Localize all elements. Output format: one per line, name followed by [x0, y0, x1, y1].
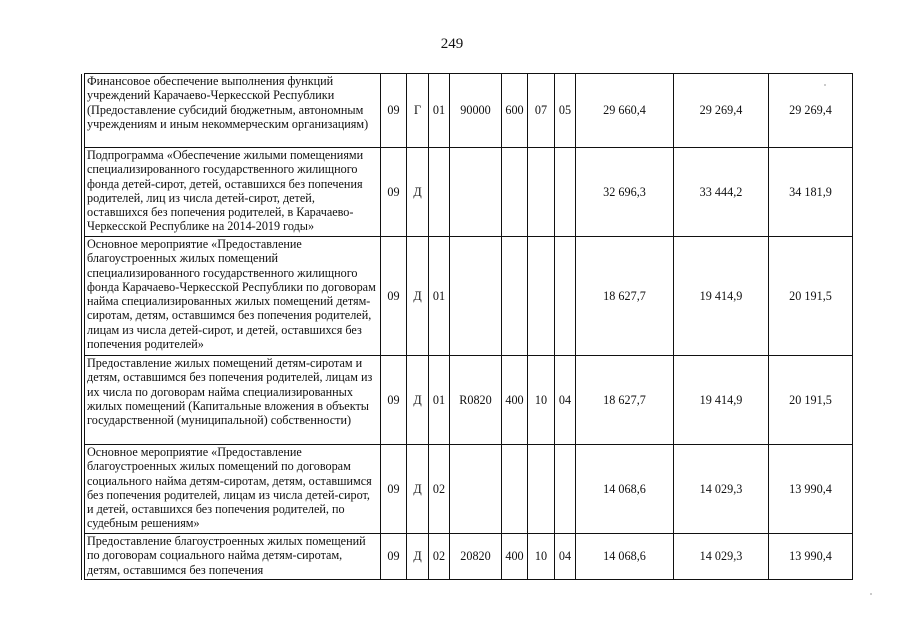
code-cell: 90000 — [450, 74, 502, 148]
amount-cell: 13 990,4 — [769, 445, 853, 534]
code-cell — [502, 237, 528, 356]
code-cell: Д — [407, 534, 429, 580]
code-cell: 09 — [381, 148, 407, 237]
table-row — [82, 237, 853, 356]
code-cell — [450, 445, 502, 534]
item-name: Финансовое обеспечение выполнения функций учреждений Карачаево-Черкесской Республики (Предоставление субсидий бюджетным, автономным учреждениям и иным некоммерческим организациям) — [85, 74, 381, 148]
code-cell — [528, 148, 555, 237]
item-name: Предоставление жилых помещений детям-сиротам и детям, оставшимся без попечения родителей, лицам из их числа по договорам найма специализированных жилых помещений (Капитальные вложения в объекты государственной (муниципальной) собственности) — [85, 356, 381, 445]
item-name: Подпрограмма «Обеспечение жилыми помещениями специализированного государственного жилищного фонда детей-сирот, детей, оставшихся без попечения родителей, лиц из числа детей-сирот, детей, оставшихся без попечения родителей, в Карачаево-Черкесской Республике на 2014-2019 годы» — [85, 148, 381, 237]
amount-cell: 19 414,9 — [674, 237, 769, 356]
code-cell — [528, 237, 555, 356]
table-row — [82, 356, 853, 445]
code-cell — [450, 148, 502, 237]
table-row — [82, 445, 853, 534]
amount-cell: 13 990,4 — [769, 534, 853, 580]
code-cell: 04 — [555, 356, 576, 445]
table-row — [82, 534, 853, 580]
scan-speck — [870, 593, 872, 595]
amount-cell: 29 660,4 — [576, 74, 674, 148]
code-cell: 01 — [429, 74, 450, 148]
code-cell: 600 — [502, 74, 528, 148]
code-cell: 02 — [429, 534, 450, 580]
amount-cell: 29 269,4 — [674, 74, 769, 148]
code-cell: 09 — [381, 74, 407, 148]
code-cell — [555, 445, 576, 534]
amount-cell: 34 181,9 — [769, 148, 853, 237]
code-cell: 04 — [555, 534, 576, 580]
code-cell — [502, 148, 528, 237]
amount-cell: 32 696,3 — [576, 148, 674, 237]
item-name: Предоставление благоустроенных жилых помещений по договорам социального найма детям-сиротам, детям, оставшимся без попечения — [85, 534, 381, 580]
code-cell: 400 — [502, 356, 528, 445]
amount-cell: 20 191,5 — [769, 356, 853, 445]
page-number: 249 — [440, 36, 464, 52]
budget-table — [81, 73, 853, 580]
code-cell: 10 — [528, 534, 555, 580]
code-cell — [555, 148, 576, 237]
code-cell: 09 — [381, 445, 407, 534]
code-cell: 09 — [381, 237, 407, 356]
amount-cell: 20 191,5 — [769, 237, 853, 356]
scan-speck — [824, 84, 826, 86]
amount-cell: 18 627,7 — [576, 237, 674, 356]
code-cell — [555, 237, 576, 356]
code-cell: 07 — [528, 74, 555, 148]
amount-cell: 14 068,6 — [576, 534, 674, 580]
item-name: Основное мероприятие «Предоставление благоустроенных жилых помещений по договорам социального найма детям-сиротам, детям, оставшимся без попечения родителей, лицам из числа детей-сирот, и детей, оставшихся без попечения родителей, по судебным решениям» — [85, 445, 381, 534]
amount-cell: 14 029,3 — [674, 445, 769, 534]
amount-cell: 29 269,4 — [769, 74, 853, 148]
code-cell: Д — [407, 148, 429, 237]
code-cell: 01 — [429, 356, 450, 445]
table-row — [82, 148, 853, 237]
code-cell — [528, 445, 555, 534]
amount-cell: 19 414,9 — [674, 356, 769, 445]
code-cell: Д — [407, 237, 429, 356]
amount-cell: 33 444,2 — [674, 148, 769, 237]
code-cell: Г — [407, 74, 429, 148]
code-cell: 01 — [429, 237, 450, 356]
code-cell: Д — [407, 445, 429, 534]
code-cell: 20820 — [450, 534, 502, 580]
amount-cell: 18 627,7 — [576, 356, 674, 445]
code-cell: R0820 — [450, 356, 502, 445]
amount-cell: 14 029,3 — [674, 534, 769, 580]
code-cell: 09 — [381, 534, 407, 580]
code-cell — [450, 237, 502, 356]
code-cell — [502, 445, 528, 534]
code-cell: 10 — [528, 356, 555, 445]
code-cell: 02 — [429, 445, 450, 534]
code-cell: 09 — [381, 356, 407, 445]
table-row — [82, 74, 853, 148]
code-cell: 400 — [502, 534, 528, 580]
code-cell — [429, 148, 450, 237]
code-cell: Д — [407, 356, 429, 445]
item-name: Основное мероприятие «Предоставление благоустроенных жилых помещений специализированного государственного жилищного фонда Карачаево-Черкесской Республики по договорам найма специализированных жилых помещений детям-сиротам, детям, оставшимся без попечения родителей, лицам из числа детей-сирот, и детей, оставшихся без попечения родителей» — [85, 237, 381, 356]
amount-cell: 14 068,6 — [576, 445, 674, 534]
code-cell: 05 — [555, 74, 576, 148]
